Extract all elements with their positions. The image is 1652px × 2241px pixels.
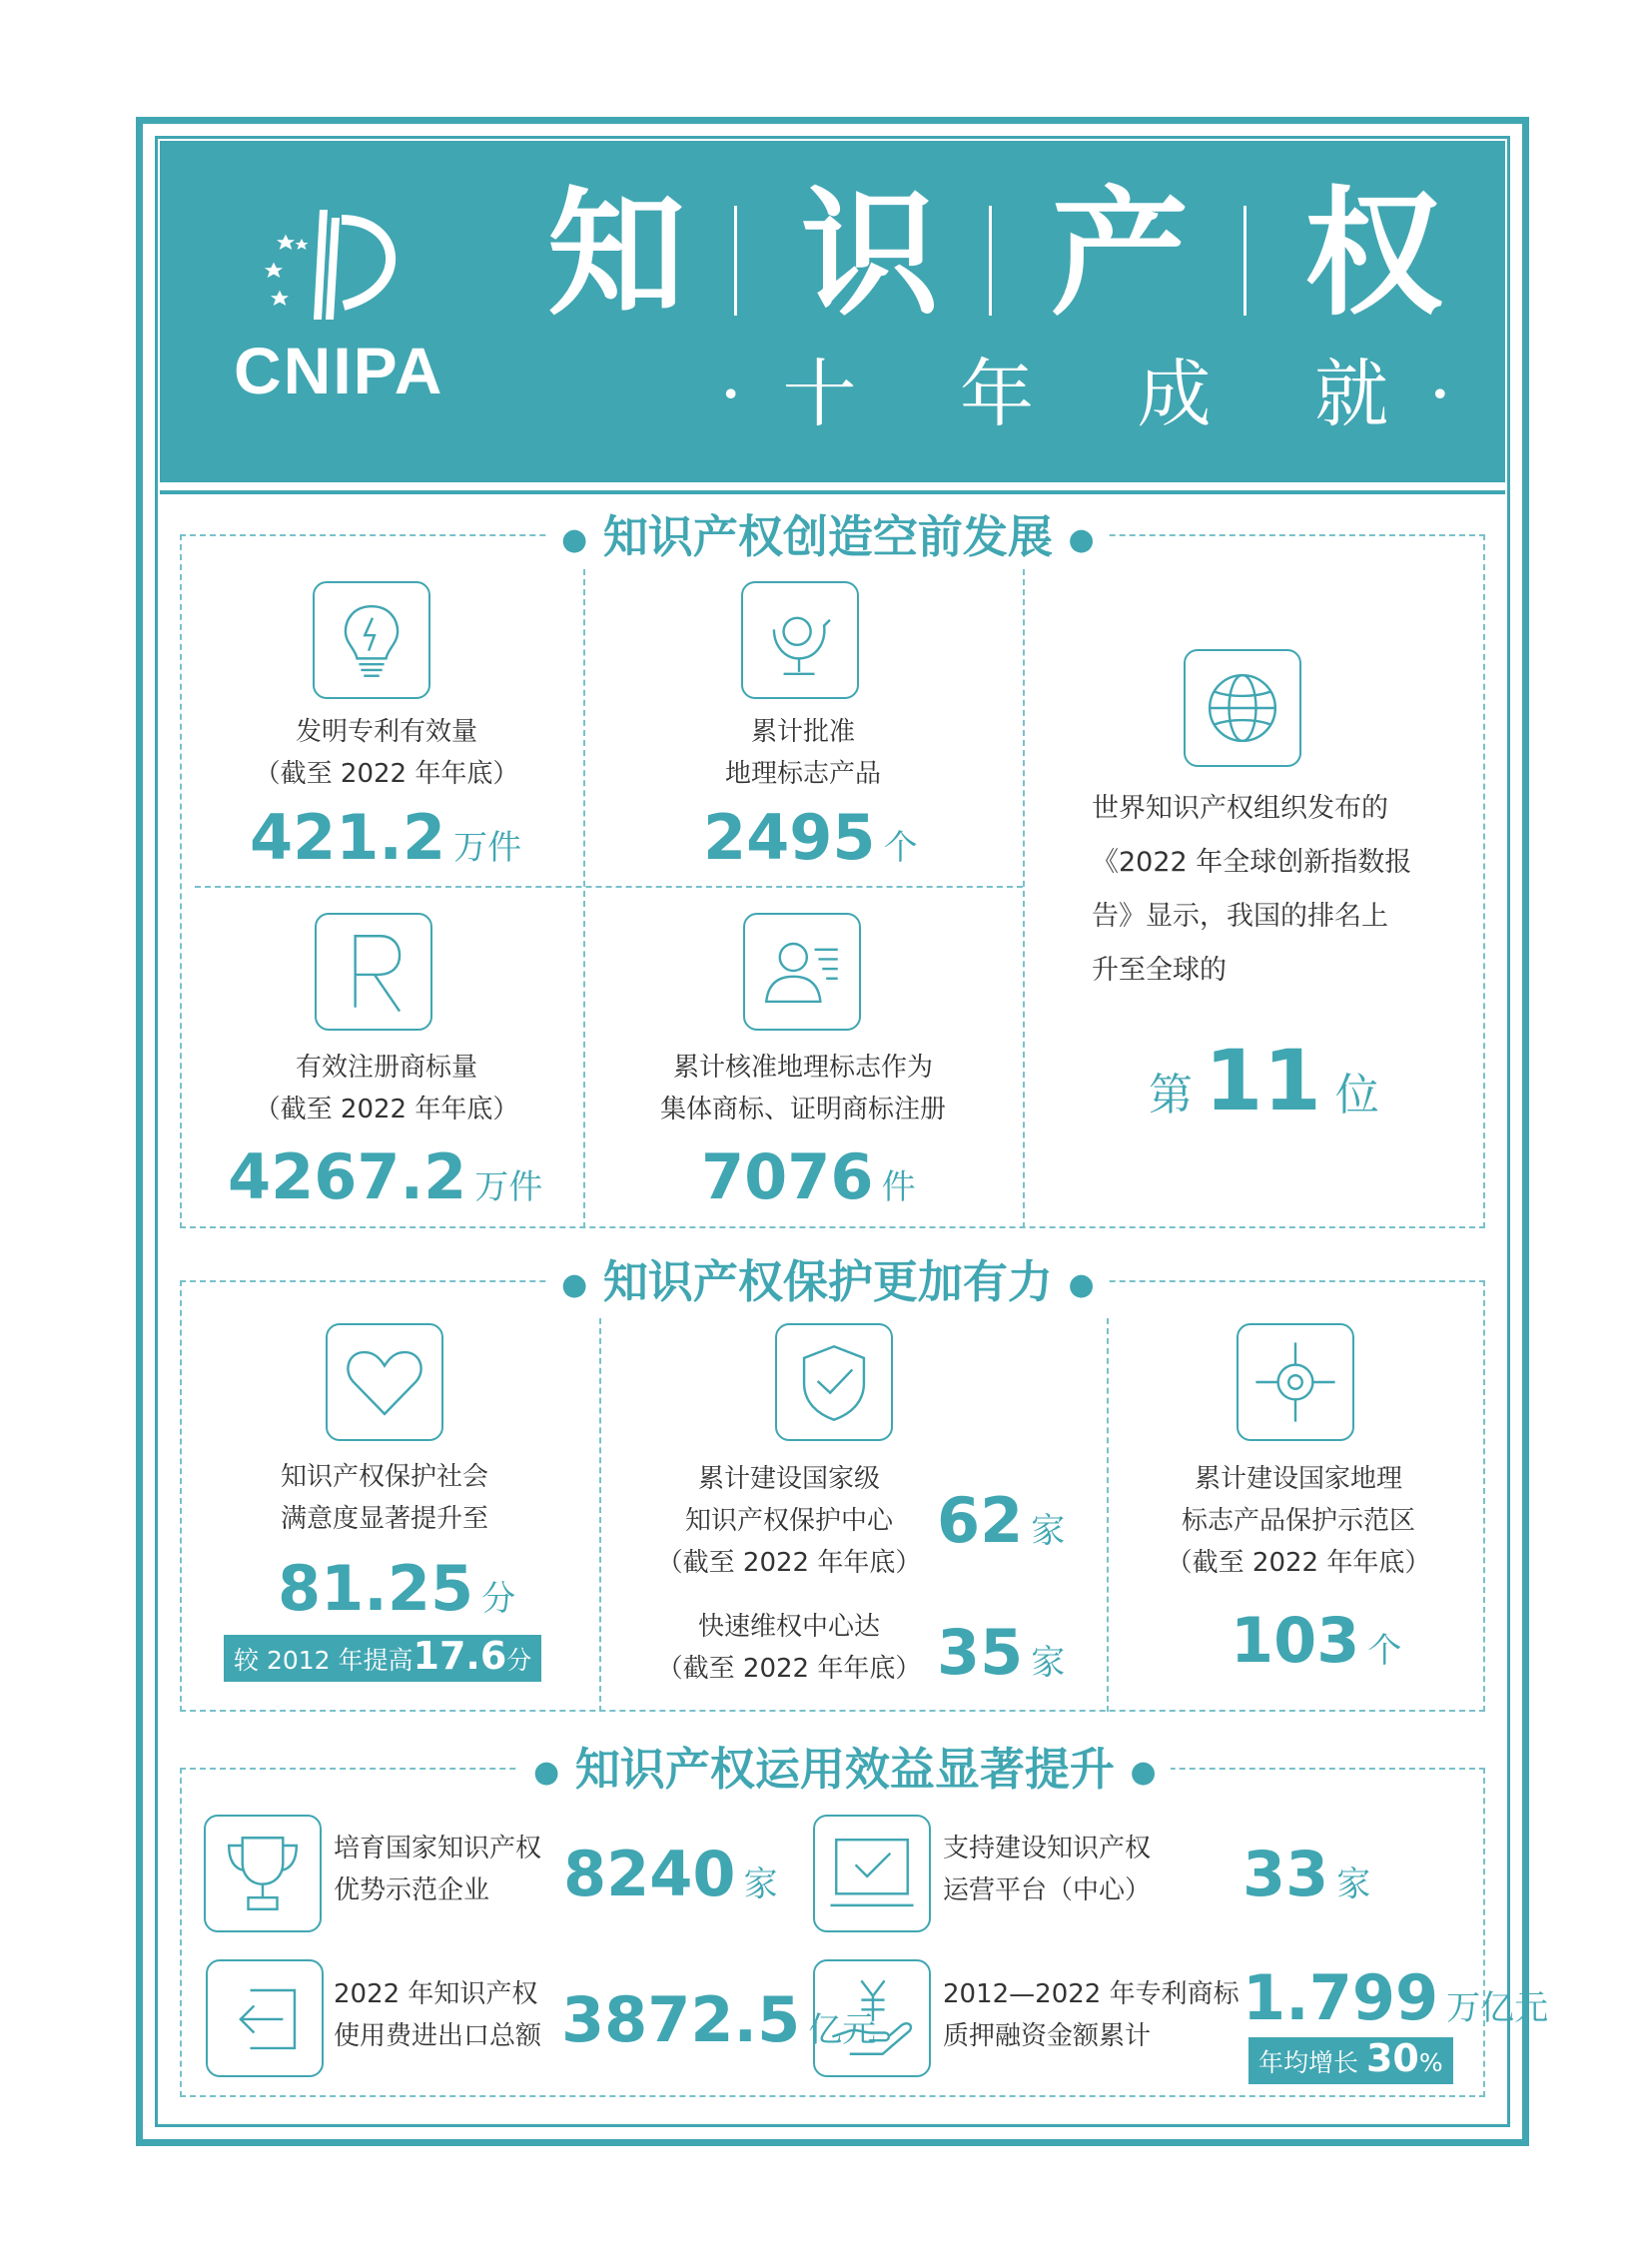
heart-icon [326, 1323, 443, 1441]
yuan-hand-icon [813, 1959, 931, 2077]
divider [1023, 569, 1025, 1228]
invention-value: 421.2 万件 [250, 801, 522, 874]
platforms-value: 33 家 [1242, 1838, 1371, 1910]
divider [1107, 1318, 1109, 1712]
target-icon [1237, 1323, 1354, 1441]
trophy-icon [204, 1815, 322, 1932]
divider [583, 569, 585, 1228]
enterprises-value: 8240 家 [563, 1838, 778, 1910]
fast-rights-label: 快速维权中心达 （截至 2022 年年底） [656, 1612, 922, 1684]
invention-label: 发明专利有效量 （截至 2022 年年底） [254, 717, 519, 789]
platforms-label: 支持建设知识产权 运营平台（中心） [943, 1834, 1152, 1905]
shield-check-icon [775, 1323, 893, 1441]
cnipa-logo-icon [262, 208, 421, 328]
section-creation-title: ● 知识产权创造空前发展 ● [547, 509, 1109, 568]
pledge-value: 1.799 万亿元 [1242, 1961, 1549, 2034]
title-char-3: 产 [1051, 174, 1190, 335]
collective-marks-label: 累计核准地理标志作为 集体商标、证明商标注册 [659, 1053, 946, 1124]
section-protection-title: ● 知识产权保护更加有力 ● [547, 1254, 1109, 1313]
geo-products-value: 2495 个 [703, 801, 918, 874]
import-export-icon [206, 1959, 324, 2077]
lightbulb-icon [313, 581, 430, 699]
centers-value: 62 家 [937, 1484, 1066, 1557]
title-char-4: 权 [1304, 174, 1443, 335]
title-char-2: 识 [801, 174, 940, 335]
ranking-text: 世界知识产权组织发布的 《2022 年全球创新指数报 告》显示，我国的排名上 升至全球的 [1092, 793, 1412, 986]
fast-rights-value: 35 家 [937, 1616, 1066, 1689]
enterprises-label: 培育国家知识产权 优势示范企业 [334, 1834, 542, 1905]
satisfaction-value: 81.25 分 [278, 1552, 516, 1625]
royalties-label: 2022 年知识产权 使用费进出口总额 [334, 1979, 542, 2051]
zones-value: 103 个 [1231, 1604, 1402, 1677]
geo-products-label: 累计批准 地理标志产品 [724, 717, 881, 789]
collective-marks-value: 7076 件 [701, 1140, 916, 1213]
satisfaction-increase-badge: 较 2012 年提高17.6分 [224, 1635, 541, 1682]
satisfaction-label: 知识产权保护社会 满意度显著提升至 [280, 1462, 488, 1534]
centers-label: 累计建设国家级 知识产权保护中心 （截至 2022 年年底） [656, 1464, 922, 1578]
trademark-value: 4267.2 万件 [228, 1140, 543, 1213]
subtitle: ·十 年 成 就· [719, 352, 1492, 437]
divider [195, 886, 1023, 888]
monitor-check-icon [813, 1815, 931, 1932]
zones-label: 累计建设国家地理 标志产品保护示范区 （截至 2022 年年底） [1166, 1464, 1431, 1578]
header-divider [160, 490, 1505, 494]
registered-r-icon [315, 913, 432, 1031]
pledge-label: 2012—2022 年专利商标 质押融资金额累计 [943, 1979, 1239, 2051]
trademark-label: 有效注册商标量 （截至 2022 年年底） [254, 1053, 519, 1124]
globe-stand-icon [741, 581, 859, 699]
globe-icon [1184, 649, 1301, 767]
ranking-value: 第 11 位 [1149, 1032, 1379, 1129]
brand-name: CNIPA [234, 334, 444, 407]
royalties-value: 3872.5 亿元 [561, 1983, 877, 2056]
title-char-1: 知 [547, 174, 686, 335]
pledge-growth-badge: 年均增长 30% [1248, 2037, 1453, 2084]
title-separator [1243, 206, 1246, 316]
title-separator [989, 206, 992, 316]
divider [599, 1318, 601, 1712]
title-separator [734, 206, 737, 316]
section-utilization-title: ● 知识产权运用效益显著提升 ● [519, 1742, 1171, 1801]
person-card-icon [743, 913, 861, 1031]
